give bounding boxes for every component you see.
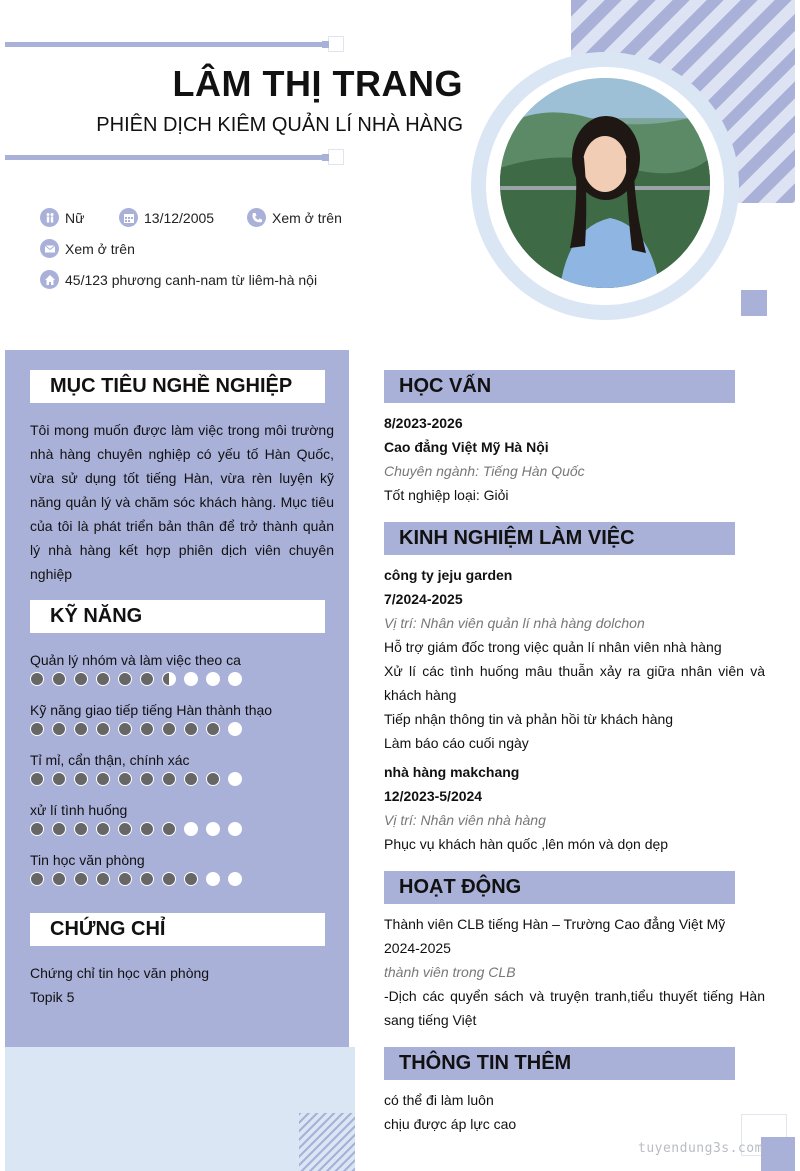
job-duty: Phục vụ khách hàn quốc ,lên món và dọn dẹp: [384, 836, 669, 852]
education-school: Cao đẳng Việt Mỹ Hà Nội: [384, 439, 549, 455]
skill-dot: [74, 822, 88, 836]
skill-dot: [74, 672, 88, 686]
skill-dot: [118, 822, 132, 836]
skill-dot: [74, 722, 88, 736]
watermark: tuyendung3s.com: [638, 1141, 763, 1156]
skill-dot: [206, 772, 220, 786]
skill-dot: [228, 672, 242, 686]
skill-dot: [52, 822, 66, 836]
job-duty: Làm báo cáo cuối ngày: [384, 735, 529, 751]
skill-dot: [228, 872, 242, 886]
skill-dot: [228, 772, 242, 786]
profile-photo: [500, 78, 710, 288]
job-duty: Hỗ trợ giám đốc trong việc quản lí nhân viên nhà hàng: [384, 639, 722, 655]
skill-dot: [206, 672, 220, 686]
skill-dot: [206, 722, 220, 736]
certificates-list: [30, 961, 209, 1009]
home-icon: [40, 270, 59, 289]
skill-rating: [30, 772, 330, 786]
skill-item: Tin học văn phòng: [30, 849, 330, 886]
skill-dot: [96, 772, 110, 786]
gender-icon: [40, 208, 59, 227]
certificate-item: Chứng chỉ tin học văn phòng: [30, 965, 210, 981]
skill-dot: [96, 822, 110, 836]
certificates-heading: CHỨNG CHỈ: [30, 913, 325, 946]
skill-dot: [206, 822, 220, 836]
skill-dot: [30, 672, 44, 686]
experience-heading: KINH NGHIỆM LÀM VIỆC: [384, 522, 735, 555]
contact-email: Xem ở trên: [40, 239, 135, 258]
skill-dot: [30, 872, 44, 886]
skill-dot: [52, 722, 66, 736]
skill-dot: [228, 822, 242, 836]
activity-desc: -Dịch các quyển sách và truyện tranh,tiểu thuyết tiếng Hàn sang tiếng Việt: [384, 988, 765, 1028]
header-line-bottom: [5, 155, 323, 160]
job-company: nhà hàng makchang: [384, 764, 520, 780]
calendar-icon: [119, 208, 138, 227]
skill-dot: [30, 822, 44, 836]
skill-dot: [52, 872, 66, 886]
skill-dot: [162, 822, 176, 836]
skill-dot: [140, 672, 154, 686]
skill-dot: [228, 722, 242, 736]
job-position: Vị trí: Nhân viên nhà hàng: [384, 812, 546, 828]
job-position: Vị trí: Nhân viên quản lí nhà hàng dolchon: [384, 615, 645, 631]
contact-address: 45/123 phương canh-nam từ liêm-hà nội: [40, 270, 317, 289]
skill-dot: [52, 672, 66, 686]
experience-job: [384, 760, 765, 856]
certificate-item: Topik 5: [30, 989, 75, 1005]
job-title: PHIÊN DỊCH KIÊM QUẢN LÍ NHÀ HÀNG: [96, 114, 463, 136]
activities-section: [384, 912, 765, 1032]
experience-job: [384, 563, 765, 755]
job-duty: Tiếp nhận thông tin và phản hồi từ khách hàng: [384, 711, 674, 727]
header-line-top: [5, 42, 323, 47]
skill-dot: [74, 772, 88, 786]
skill-item: xử lí tình huống: [30, 799, 330, 836]
skill-rating: [30, 672, 330, 686]
skill-item: Kỹ năng giao tiếp tiếng Hàn thành thạo: [30, 699, 330, 736]
activity-org: Thành viên CLB tiếng Hàn – Trường Cao đẳng Việt Mỹ: [384, 916, 726, 932]
skill-dot: [140, 872, 154, 886]
education-period: 8/2023-2026: [384, 415, 463, 431]
skill-dot: [184, 722, 198, 736]
skill-dot: [140, 722, 154, 736]
skill-dot: [96, 722, 110, 736]
job-company: công ty jeju garden: [384, 567, 513, 583]
extra-item: chịu được áp lực cao: [384, 1116, 517, 1132]
skills-heading: KỸ NĂNG: [30, 600, 325, 633]
skill-dot: [162, 722, 176, 736]
activities-heading: HOẠT ĐỘNG: [384, 871, 735, 904]
skill-dot: [118, 872, 132, 886]
extra-item: có thể đi làm luôn: [384, 1092, 494, 1108]
decor-square: [741, 290, 767, 316]
activity-period: 2024-2025: [384, 940, 451, 956]
phone-icon: [247, 208, 266, 227]
skill-dot: [96, 872, 110, 886]
skill-dot: [118, 672, 132, 686]
envelope-icon: [40, 239, 59, 258]
skill-rating: [30, 822, 330, 836]
education-major: Chuyên ngành: Tiếng Hàn Quốc: [384, 463, 585, 479]
skill-dot: [184, 672, 198, 686]
decor-hatch: [299, 1113, 355, 1171]
skill-dot: [118, 722, 132, 736]
extra-section: [384, 1088, 765, 1136]
skill-dot: [184, 822, 198, 836]
contact-birthdate: 13/12/2005: [119, 208, 214, 227]
job-duty: Xử lí các tình huống mâu thuẫn xảy ra giữa nhân viên và khách hàng: [384, 663, 765, 703]
skill-dot: [118, 772, 132, 786]
skill-dot: [30, 772, 44, 786]
job-period: 12/2023-5/2024: [384, 788, 483, 804]
skill-dot: [30, 722, 44, 736]
skill-rating: [30, 722, 330, 736]
skill-dot: [96, 672, 110, 686]
candidate-name: LÂM THỊ TRANG: [172, 63, 463, 104]
education-heading: HỌC VẤN: [384, 370, 735, 403]
skill-dot: [52, 772, 66, 786]
skill-dot: [184, 772, 198, 786]
activity-role: thành viên trong CLB: [384, 964, 516, 980]
skill-dot: [162, 672, 176, 686]
contact-phone: Xem ở trên: [247, 208, 342, 227]
skill-dot: [184, 872, 198, 886]
skill-dot: [74, 872, 88, 886]
education-grade: Tốt nghiệp loại: Giỏi: [384, 487, 509, 503]
decor-square-corner: [761, 1137, 795, 1171]
skill-dot: [140, 772, 154, 786]
skill-dot: [162, 772, 176, 786]
skill-item: Tỉ mỉ, cẩn thận, chính xác: [30, 749, 330, 786]
objective-heading: MỤC TIÊU NGHỀ NGHIỆP: [30, 370, 325, 403]
skill-rating: [30, 872, 330, 886]
skill-dot: [206, 872, 220, 886]
contact-gender: Nữ: [40, 208, 84, 227]
education-section: [384, 411, 765, 507]
skill-dot: [140, 822, 154, 836]
extra-heading: THÔNG TIN THÊM: [384, 1047, 735, 1080]
skill-dot: [162, 872, 176, 886]
job-period: 7/2024-2025: [384, 591, 463, 607]
objective-text: Tôi mong muốn được làm việc trong môi trường nhà hàng chuyên nghiệp có yếu tố Hàn Quốc, vừa sử dụng tốt tiếng Hàn, vừa rèn luyện kỹ năng quản lý và chăm sóc khách hàng. Mục tiêu của tôi là phát triển bản thân để trở thành quản lý nhà hàng kết hợp phiên dịch viên chuyên nghiệp: [30, 422, 334, 582]
skill-item: Quản lý nhóm và làm việc theo ca: [30, 649, 330, 686]
